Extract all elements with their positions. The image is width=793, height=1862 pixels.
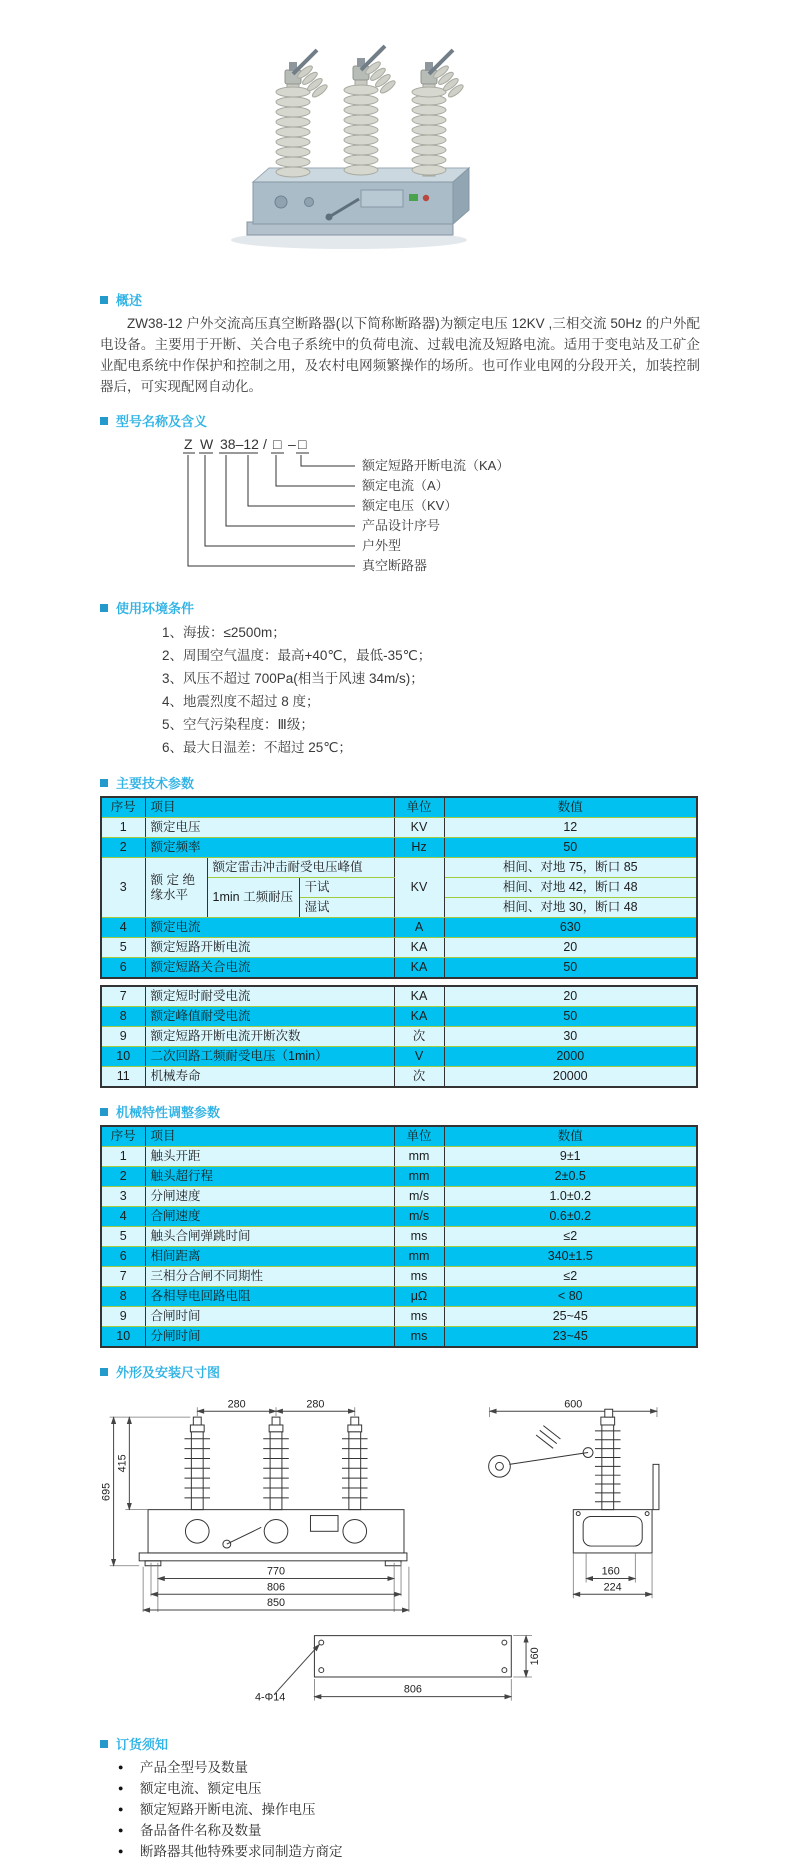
insulator-column (344, 46, 397, 175)
cell-value: 630 (444, 918, 697, 938)
cell-no: 8 (101, 1287, 145, 1307)
bullet-icon: ● (118, 1762, 124, 1772)
section-heading (100, 290, 700, 309)
cell-item: 额定电压 (145, 818, 394, 838)
cell-no: 9 (101, 1027, 145, 1047)
col-header-item: 项目 (145, 797, 394, 818)
side-view (489, 1398, 659, 1598)
tech-params-table-continued (100, 985, 698, 1088)
status-indicator-green (409, 194, 418, 201)
model-connector-lines (188, 455, 355, 566)
table-row (101, 858, 697, 878)
dim-front-bottom (143, 1563, 409, 1612)
cell-value: 50 (444, 838, 697, 858)
table-row (101, 986, 697, 1007)
environment-list (162, 621, 700, 759)
cell-value: 50 (444, 958, 697, 979)
dim-label: 850 (266, 1597, 286, 1610)
col-header-unit: 单位 (394, 1126, 444, 1147)
cell-unit: m/s (394, 1187, 444, 1207)
hole-leader-line (274, 1645, 319, 1695)
square-bullet-icon (100, 296, 108, 304)
dim-label: 600 (564, 1398, 583, 1411)
environment-item: 1、海拔：≤2500m； (162, 625, 286, 640)
table-row (101, 1327, 697, 1348)
ordering-item-text: 额定短路开断电流、操作电压 (140, 1802, 316, 1817)
cell-item: 三相分合闸不同期性 (145, 1267, 394, 1287)
table-row (101, 958, 697, 979)
model-code (183, 436, 309, 453)
front-pole (342, 1417, 368, 1510)
mounting-plan (255, 1636, 541, 1704)
cell-unit: m/s (394, 1207, 444, 1227)
cell-no: 7 (101, 1267, 145, 1287)
cell-value: < 80 (444, 1287, 697, 1307)
cell-unit: ms (394, 1227, 444, 1247)
section-title: 主要技术参数 (116, 776, 195, 791)
environment-item: 2、周围空气温度：最高+40℃，最低-35℃； (162, 648, 432, 663)
cell-no: 3 (101, 858, 145, 918)
square-bullet-icon (100, 604, 108, 612)
ordering-list (100, 1757, 700, 1862)
cell-unit: mm (394, 1147, 444, 1167)
front-pole (263, 1417, 289, 1510)
col-header-item: 项目 (145, 1126, 394, 1147)
cell-value: 9±1 (444, 1147, 697, 1167)
ordering-item-text: 备品备件名称及数量 (140, 1823, 262, 1838)
cell-value: 20 (444, 986, 697, 1007)
cell-unit: 次 (394, 1027, 444, 1047)
section-tech-params (100, 773, 700, 1088)
cell-unit: V (394, 1047, 444, 1067)
cell-value: 2000 (444, 1047, 697, 1067)
section-title: 概述 (116, 293, 143, 308)
code-part: – (288, 436, 296, 452)
table-row (101, 1027, 697, 1047)
square-bullet-icon (100, 779, 108, 787)
section-heading (100, 773, 700, 792)
cell-item: 触头超行程 (145, 1167, 394, 1187)
table-row (101, 818, 697, 838)
cell-no: 4 (101, 1207, 145, 1227)
dim-label: 806 (403, 1683, 422, 1696)
col-header-no: 序号 (101, 797, 145, 818)
section-outline-dimensions (100, 1362, 760, 1720)
square-bullet-icon (100, 1740, 108, 1748)
cell-item: 额定峰值耐受电流 (145, 1007, 394, 1027)
environment-item: 3、风压不超过 700Pa(相当于风速 34m/s)； (162, 671, 424, 686)
cell-value: 相间、对地 42，断口 48 (444, 878, 697, 898)
table-row (101, 1187, 697, 1207)
cell-value: 23~45 (444, 1327, 697, 1348)
table-row (101, 938, 697, 958)
cell-item: 二次回路工频耐受电压（1min） (145, 1047, 394, 1067)
cell-item: 触头合闸弹跳时间 (145, 1227, 394, 1247)
side-base-box (573, 1464, 659, 1553)
cell-subitem: 干试 (299, 878, 394, 898)
table-row (101, 1287, 697, 1307)
cell-value: ≤2 (444, 1227, 697, 1247)
tech-params-table (100, 796, 698, 979)
section-heading (100, 1362, 760, 1381)
dim-label: 160 (528, 1647, 541, 1666)
front-base-box (139, 1510, 407, 1566)
section-mech-params (100, 1102, 700, 1348)
table-row (101, 918, 697, 938)
code-part: Z (184, 436, 193, 452)
section-overview (100, 290, 700, 397)
cell-no: 3 (101, 1187, 145, 1207)
table-row (101, 1267, 697, 1287)
cell-value: 0.6±0.2 (444, 1207, 697, 1227)
cell-item: 额 定 绝 缘水平 (145, 858, 207, 918)
cell-value: 相间、对地 75，断口 85 (444, 858, 697, 878)
cell-unit: KA (394, 1007, 444, 1027)
bullet-icon: ● (118, 1846, 124, 1856)
square-bullet-icon (100, 417, 108, 425)
table-row (101, 838, 697, 858)
cell-value: 20000 (444, 1067, 697, 1088)
cell-item: 额定频率 (145, 838, 394, 858)
insulator-columns (276, 46, 465, 177)
front-view (101, 1398, 409, 1612)
cell-value: 1.0±0.2 (444, 1187, 697, 1207)
section-heading (100, 1734, 700, 1753)
front-pole (184, 1417, 210, 1510)
cell-item: 额定电流 (145, 918, 394, 938)
col-header-unit: 单位 (394, 797, 444, 818)
dim-label: 224 (603, 1581, 622, 1594)
overview-text: ZW38-12 户外交流高压真空断路器(以下简称断路器)为额定电压 12KV ,三相交流 50Hz 的户外配电设备。主要用于开断、关合电子系统中的负荷电流、过载电流及短路电流。适用于变电站及工矿企业配电系统中作保护和控制之用，及农村电网频繁操作的场所。也可作业电网的分段开关，加装控制器后，可实现配网自动化。 (100, 316, 700, 394)
dim-label: 415 (116, 1454, 129, 1473)
model-designation-diagram (100, 434, 700, 579)
dim-label: 806 (266, 1581, 286, 1594)
cell-value: ≤2 (444, 1267, 697, 1287)
cell-no: 1 (101, 818, 145, 838)
cell-value: 30 (444, 1027, 697, 1047)
cell-value: 50 (444, 1007, 697, 1027)
table-row (101, 1047, 697, 1067)
code-placeholder-box: □ (273, 436, 282, 452)
list-item (118, 1757, 700, 1778)
model-label: 真空断路器 (362, 558, 428, 573)
cell-item: 相间距离 (145, 1247, 394, 1267)
side-lever-arm (489, 1426, 593, 1477)
cell-unit: mm (394, 1167, 444, 1187)
ordering-item-text: 额定电流、额定电压 (140, 1781, 262, 1796)
ordering-item-text: 断路器其他特殊要求同制造方商定 (140, 1844, 343, 1859)
model-label: 产品设计序号 (362, 518, 441, 533)
cell-item: 额定短时耐受电流 (145, 986, 394, 1007)
cell-no: 5 (101, 938, 145, 958)
cell-unit: ms (394, 1327, 444, 1348)
page (0, 26, 793, 1859)
cell-no: 6 (101, 958, 145, 979)
cell-unit: KV (394, 858, 444, 918)
model-label: 额定电压（KV） (362, 498, 458, 513)
section-model-designation (100, 411, 700, 584)
cell-no: 5 (101, 1227, 145, 1247)
table-row (101, 1247, 697, 1267)
dimension-drawing (88, 1385, 718, 1715)
col-header-no: 序号 (101, 1126, 145, 1147)
cell-no: 10 (101, 1047, 145, 1067)
cell-no: 6 (101, 1247, 145, 1267)
cell-no: 2 (101, 838, 145, 858)
insulator-column (412, 50, 465, 176)
cell-no: 8 (101, 1007, 145, 1027)
section-heading (100, 598, 700, 617)
product-photo (213, 26, 485, 264)
cell-subitem: 1min 工频耐压 (207, 878, 299, 918)
cell-unit: KA (394, 938, 444, 958)
cell-no: 11 (101, 1067, 145, 1088)
dim-side-bottom (573, 1553, 652, 1598)
cell-no: 1 (101, 1147, 145, 1167)
table-row (101, 1167, 697, 1187)
section-title: 型号名称及含义 (116, 414, 208, 429)
cell-no: 4 (101, 918, 145, 938)
code-part: / (263, 436, 267, 452)
model-label: 户外型 (362, 538, 402, 553)
list-item (118, 1778, 700, 1799)
col-header-value: 数值 (444, 797, 697, 818)
mech-params-table (100, 1125, 698, 1348)
section-title: 外形及安装尺寸图 (116, 1365, 221, 1380)
table-row (101, 1067, 697, 1088)
bullet-icon: ● (118, 1804, 124, 1814)
cell-unit: Hz (394, 838, 444, 858)
cell-no: 2 (101, 1167, 145, 1187)
code-placeholder-box: □ (298, 436, 307, 452)
section-ordering (100, 1734, 700, 1862)
section-title: 使用环境条件 (116, 601, 195, 616)
cell-item: 分闸速度 (145, 1187, 394, 1207)
list-item (118, 1820, 700, 1841)
cell-unit: μΩ (394, 1287, 444, 1307)
square-bullet-icon (100, 1368, 108, 1376)
section-title: 订货须知 (116, 1737, 169, 1752)
dim-label: 4-Φ14 (254, 1691, 286, 1704)
cell-value: 20 (444, 938, 697, 958)
environment-item: 4、地震烈度不超过 8 度； (162, 694, 320, 709)
cell-value: 340±1.5 (444, 1247, 697, 1267)
cell-subitem: 额定雷击冲击耐受电压峰值 (207, 858, 394, 878)
section-environment (100, 598, 700, 759)
dim-label: 280 (227, 1398, 246, 1411)
dim-front-left (101, 1417, 191, 1566)
cell-no: 10 (101, 1327, 145, 1348)
cell-item: 合闸速度 (145, 1207, 394, 1227)
section-title: 机械特性调整参数 (116, 1105, 221, 1120)
dim-front-top (197, 1398, 355, 1416)
ordering-item-text: 产品全型号及数量 (140, 1760, 248, 1775)
list-item (118, 1841, 700, 1862)
cell-item: 合闸时间 (145, 1307, 394, 1327)
model-label: 额定短路开断电流（KA） (362, 458, 510, 473)
cell-no: 7 (101, 986, 145, 1007)
cell-item: 分闸时间 (145, 1327, 394, 1348)
cell-unit: mm (394, 1247, 444, 1267)
dim-label: 280 (306, 1398, 325, 1411)
square-bullet-icon (100, 1108, 108, 1116)
cell-item: 机械寿命 (145, 1067, 394, 1088)
table-row (101, 1147, 697, 1167)
section-heading (100, 411, 700, 430)
environment-item: 5、空气污染程度：Ⅲ级； (162, 717, 314, 732)
code-part: W (200, 436, 214, 452)
cell-item: 各相导电回路电阻 (145, 1287, 394, 1307)
cell-item: 触头开距 (145, 1147, 394, 1167)
environment-item: 6、最大日温差：不超过 25℃； (162, 740, 352, 755)
insulator-column (276, 50, 329, 177)
table-row (101, 1207, 697, 1227)
model-label: 额定电流（A） (362, 478, 449, 493)
cell-item: 额定短路关合电流 (145, 958, 394, 979)
table-header-row (101, 1126, 697, 1147)
dim-label: 770 (266, 1565, 286, 1578)
cell-item: 额定短路开断电流开断次数 (145, 1027, 394, 1047)
cell-unit: ms (394, 1267, 444, 1287)
cell-item: 额定短路开断电流 (145, 938, 394, 958)
cell-value: 相间、对地 30，断口 48 (444, 898, 697, 918)
cell-value: 12 (444, 818, 697, 838)
cell-unit: 次 (394, 1067, 444, 1088)
table-row (101, 1227, 697, 1247)
table-row (101, 1007, 697, 1027)
cell-subitem: 湿试 (299, 898, 394, 918)
bullet-icon: ● (118, 1783, 124, 1793)
section-heading (100, 1102, 700, 1121)
bullet-icon: ● (118, 1825, 124, 1835)
list-item (118, 1799, 700, 1820)
side-pole (595, 1409, 621, 1509)
status-indicator-red (423, 195, 429, 201)
product-photo-illustration (213, 26, 485, 264)
cell-unit: ms (394, 1307, 444, 1327)
cell-unit: A (394, 918, 444, 938)
cell-unit: KA (394, 958, 444, 979)
cell-value: 2±0.5 (444, 1167, 697, 1187)
cell-unit: KA (394, 986, 444, 1007)
dim-label: 695 (100, 1482, 113, 1501)
dim-side-top (490, 1398, 657, 1417)
cell-value: 25~45 (444, 1307, 697, 1327)
cell-no: 9 (101, 1307, 145, 1327)
code-part: 38–12 (220, 436, 259, 452)
dim-label: 160 (601, 1565, 620, 1578)
table-row (101, 1307, 697, 1327)
table-header-row (101, 797, 697, 818)
cell-unit: KV (394, 818, 444, 838)
col-header-value: 数值 (444, 1126, 697, 1147)
